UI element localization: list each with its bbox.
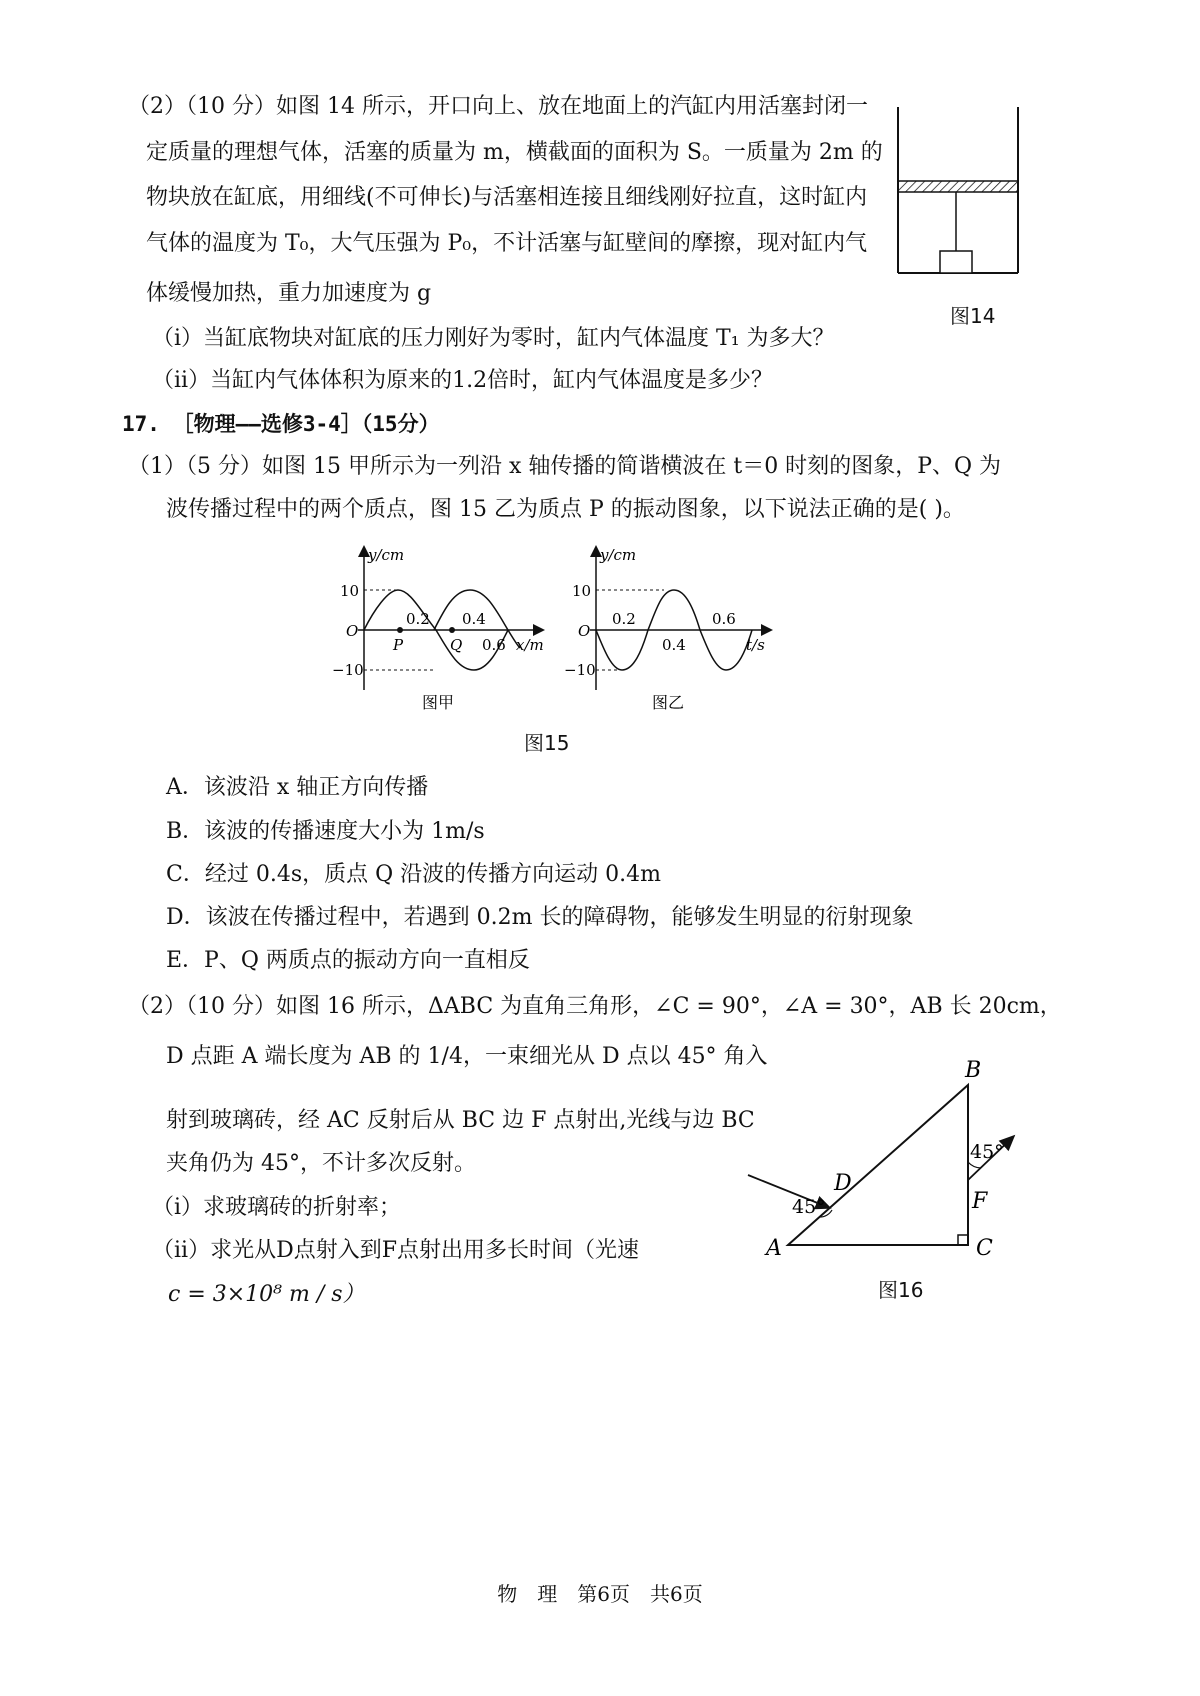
- label-A: A: [766, 1236, 782, 1261]
- label-B: B: [965, 1058, 982, 1083]
- angle-45-F: 45°: [970, 1141, 1004, 1163]
- jia-origin: O: [346, 622, 359, 640]
- jia-point-Q-label: Q: [450, 636, 463, 654]
- q16-sub-i: （i）当缸底物块对缸底的压力刚好为零时，缸内气体温度 T₁ 为多大？: [152, 326, 835, 351]
- jia-ylabel: y/cm: [368, 546, 405, 564]
- q17-part2-line-3: 射到玻璃砖，经 AC 反射后从 BC 边 F 点射出,光线与边 BC: [166, 1108, 755, 1133]
- figure-14-cylinder: [890, 105, 1030, 280]
- q17-part2-line-1: （2）（10 分）如图 16 所示，ΔABC 为直角三角形，∠C = 90°，∠A = 30°，AB 长 20cm，: [128, 994, 1062, 1019]
- q17-sub-ii-cont: c = 3×10⁸ m / s）: [168, 1282, 365, 1307]
- point-P: [397, 627, 403, 633]
- figure-15-yi-graph: [560, 540, 780, 715]
- figure-16-triangle: [740, 1050, 1040, 1265]
- yi-ylabel: y/cm: [600, 546, 637, 564]
- label-D: D: [834, 1171, 852, 1196]
- jia-xlabel: x/m: [516, 636, 544, 654]
- jia-point-P-label: P: [393, 636, 404, 654]
- q17-part2-line-4: 夹角仍为 45°，不计多次反射。: [166, 1151, 476, 1176]
- q16-line-3: 物块放在缸底，用细线(不可伸长)与活塞相连接且细线刚好拉直，这时缸内: [146, 185, 868, 210]
- q16-line-1: （2）（10 分）如图 14 所示，开口向上、放在地面上的汽缸内用活塞封闭一: [128, 94, 868, 119]
- jia-ytick-neg10: −10: [332, 661, 364, 679]
- figure-14-caption: 图14: [950, 304, 996, 328]
- q17-part1-line-2: 波传播过程中的两个质点，图 15 乙为质点 P 的振动图象，以下说法正确的是( )。: [166, 497, 965, 522]
- yi-xlabel: t/s: [746, 636, 765, 654]
- yi-xtick-0.6: 0.6: [712, 610, 736, 628]
- yi-label: 图乙: [652, 693, 685, 712]
- jia-xtick-0.6: 0.6: [482, 636, 506, 654]
- jia-label: 图甲: [422, 693, 455, 712]
- jia-xtick-0.2: 0.2: [406, 610, 430, 628]
- option-D: D．该波在传播过程中，若遇到 0.2m 长的障碍物，能够发生明显的衍射现象: [166, 905, 914, 930]
- label-C: C: [976, 1236, 993, 1261]
- q16-line-4: 气体的温度为 T₀，大气压强为 P₀，不计活塞与缸壁间的摩擦，现对缸内气: [146, 231, 868, 256]
- option-A: A．该波沿 x 轴正方向传播: [166, 775, 429, 800]
- yi-xtick-0.4: 0.4: [662, 636, 686, 654]
- page-footer: 物 理 第6页 共6页: [497, 1582, 703, 1606]
- option-C: C．经过 0.4s，质点 Q 沿波的传播方向运动 0.4m: [166, 862, 661, 887]
- yi-origin: O: [578, 622, 591, 640]
- q17-part2-line-2: D 点距 A 端长度为 AB 的 1/4，一束细光从 D 点以 45° 角入: [166, 1044, 768, 1069]
- q17-sub-ii: （ii）求光从D点射入到F点射出用多长时间（光速: [152, 1238, 639, 1263]
- q16-line-2: 定质量的理想气体，活塞的质量为 m，横截面的面积为 S。一质量为 2m 的: [146, 140, 883, 165]
- option-B: B．该波的传播速度大小为 1m/s: [166, 819, 485, 844]
- q16-sub-ii: （ii）当缸内气体体积为原来的1.2倍时，缸内气体温度是多少？: [152, 368, 774, 393]
- figure-16-caption: 图16: [878, 1278, 924, 1302]
- yi-xtick-0.2: 0.2: [612, 610, 636, 628]
- option-E: E．P、Q 两质点的振动方向一直相反: [166, 948, 530, 973]
- jia-ytick-10: 10: [340, 582, 360, 600]
- jia-xtick-0.4: 0.4: [462, 610, 486, 628]
- q17-part1-line-1: （1）（5 分）如图 15 甲所示为一列沿 x 轴传播的简谐横波在 t＝0 时刻的图象，P、Q 为: [128, 454, 1002, 479]
- angle-45-D: 45°: [792, 1196, 826, 1218]
- yi-ytick-10: 10: [572, 582, 592, 600]
- q16-line-5: 体缓慢加热，重力加速度为 g: [146, 281, 432, 306]
- q17-title: 17. ［物理——选修3-4］（15分）: [122, 412, 440, 436]
- figure-15-caption: 图15: [524, 731, 570, 755]
- yi-ytick-neg10: −10: [564, 661, 596, 679]
- label-F: F: [972, 1189, 988, 1214]
- point-Q: [449, 627, 455, 633]
- figure-15-jia-graph: [330, 540, 550, 715]
- q17-sub-i: （i）求玻璃砖的折射率；: [152, 1195, 402, 1220]
